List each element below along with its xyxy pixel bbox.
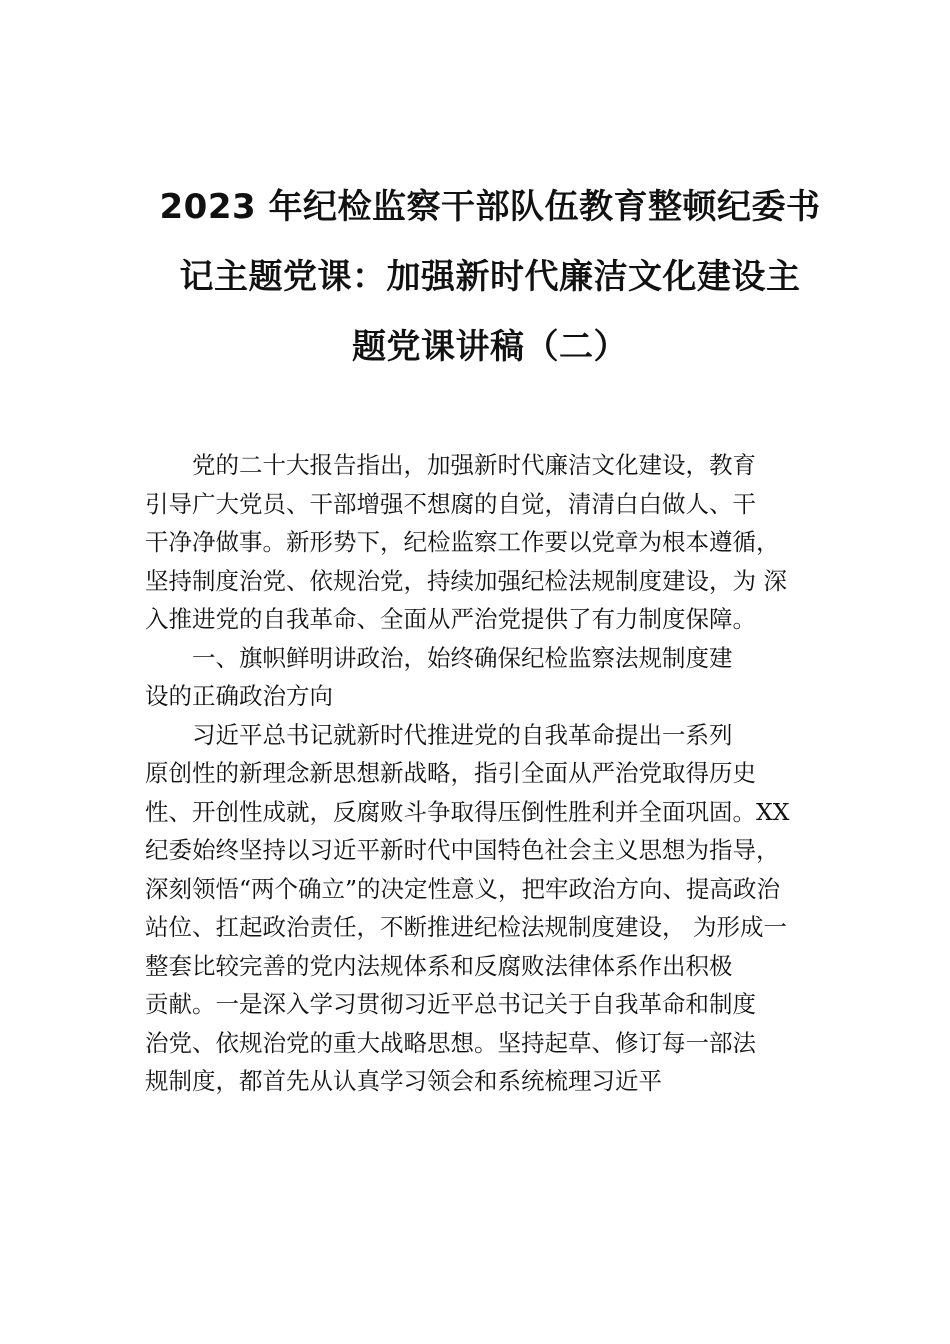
paragraph-line: 习近平总书记就新时代推进党的自我革命提出一系列 <box>192 720 733 749</box>
paragraph-line: 深刻领悟“两个确立”的决定性意义，把牢政治方向、提高政治 <box>145 874 781 903</box>
paragraph-line: 治党、依规治党的重大战略思想。坚持起草、修订每一部法 <box>145 1028 756 1057</box>
title-line: 2023 年纪检监察干部队伍教育整顿纪委书 <box>159 187 821 227</box>
paragraph-line: 引导广大党员、干部增强不想腐的自觉，清清白白做人、干 <box>145 489 756 518</box>
paragraph-line: 整套比较完善的党内法规体系和反腐败法律体系作出积极 <box>145 951 733 980</box>
paragraph-line: 党的二十大报告指出，加强新时代廉洁文化建设，教育 <box>192 451 756 479</box>
paragraph-line: 规制度，都首先从认真学习领会和系统梳理习近平 <box>145 1067 662 1095</box>
document-title <box>140 172 840 382</box>
paragraph-line: 站位、扛起政治责任，不断推进纪检法规制度建设， 为形成一 <box>145 913 787 941</box>
document-body <box>145 446 835 1101</box>
section-heading-line: 一、旗帜鲜明讲政治，始终确保纪检监察法规制度建 <box>192 643 733 672</box>
title-line: 记主题党课：加强新时代廉洁文化建设主 <box>179 257 801 297</box>
paragraph-line: 性、开创性成就，反腐败斗争取得压倒性胜利并全面巩固。XX <box>145 797 790 826</box>
title-line: 题党课讲稿（二） <box>352 327 628 367</box>
paragraph-line: 坚持制度治党、依规治党，持续加强纪检法规制度建设，为 深 <box>145 566 787 595</box>
paragraph-line: 干净净做事。新形势下，纪检监察工作要以党章为根本遵循， <box>145 528 780 556</box>
section-heading-line: 设的正确政治方向 <box>145 682 333 710</box>
paragraph-line: 原创性的新理念新思想新战略，指引全面从严治党取得历史 <box>145 759 756 787</box>
paragraph-line: 入推进党的自我革命、全面从严治党提供了有力制度保障。 <box>145 605 756 633</box>
paragraph-line: 纪委始终坚持以习近平新时代中国特色社会主义思想为指导， <box>145 836 780 864</box>
paragraph-line: 贡献。一是深入学习贯彻习近平总书记关于自我革命和制度 <box>145 990 756 1018</box>
